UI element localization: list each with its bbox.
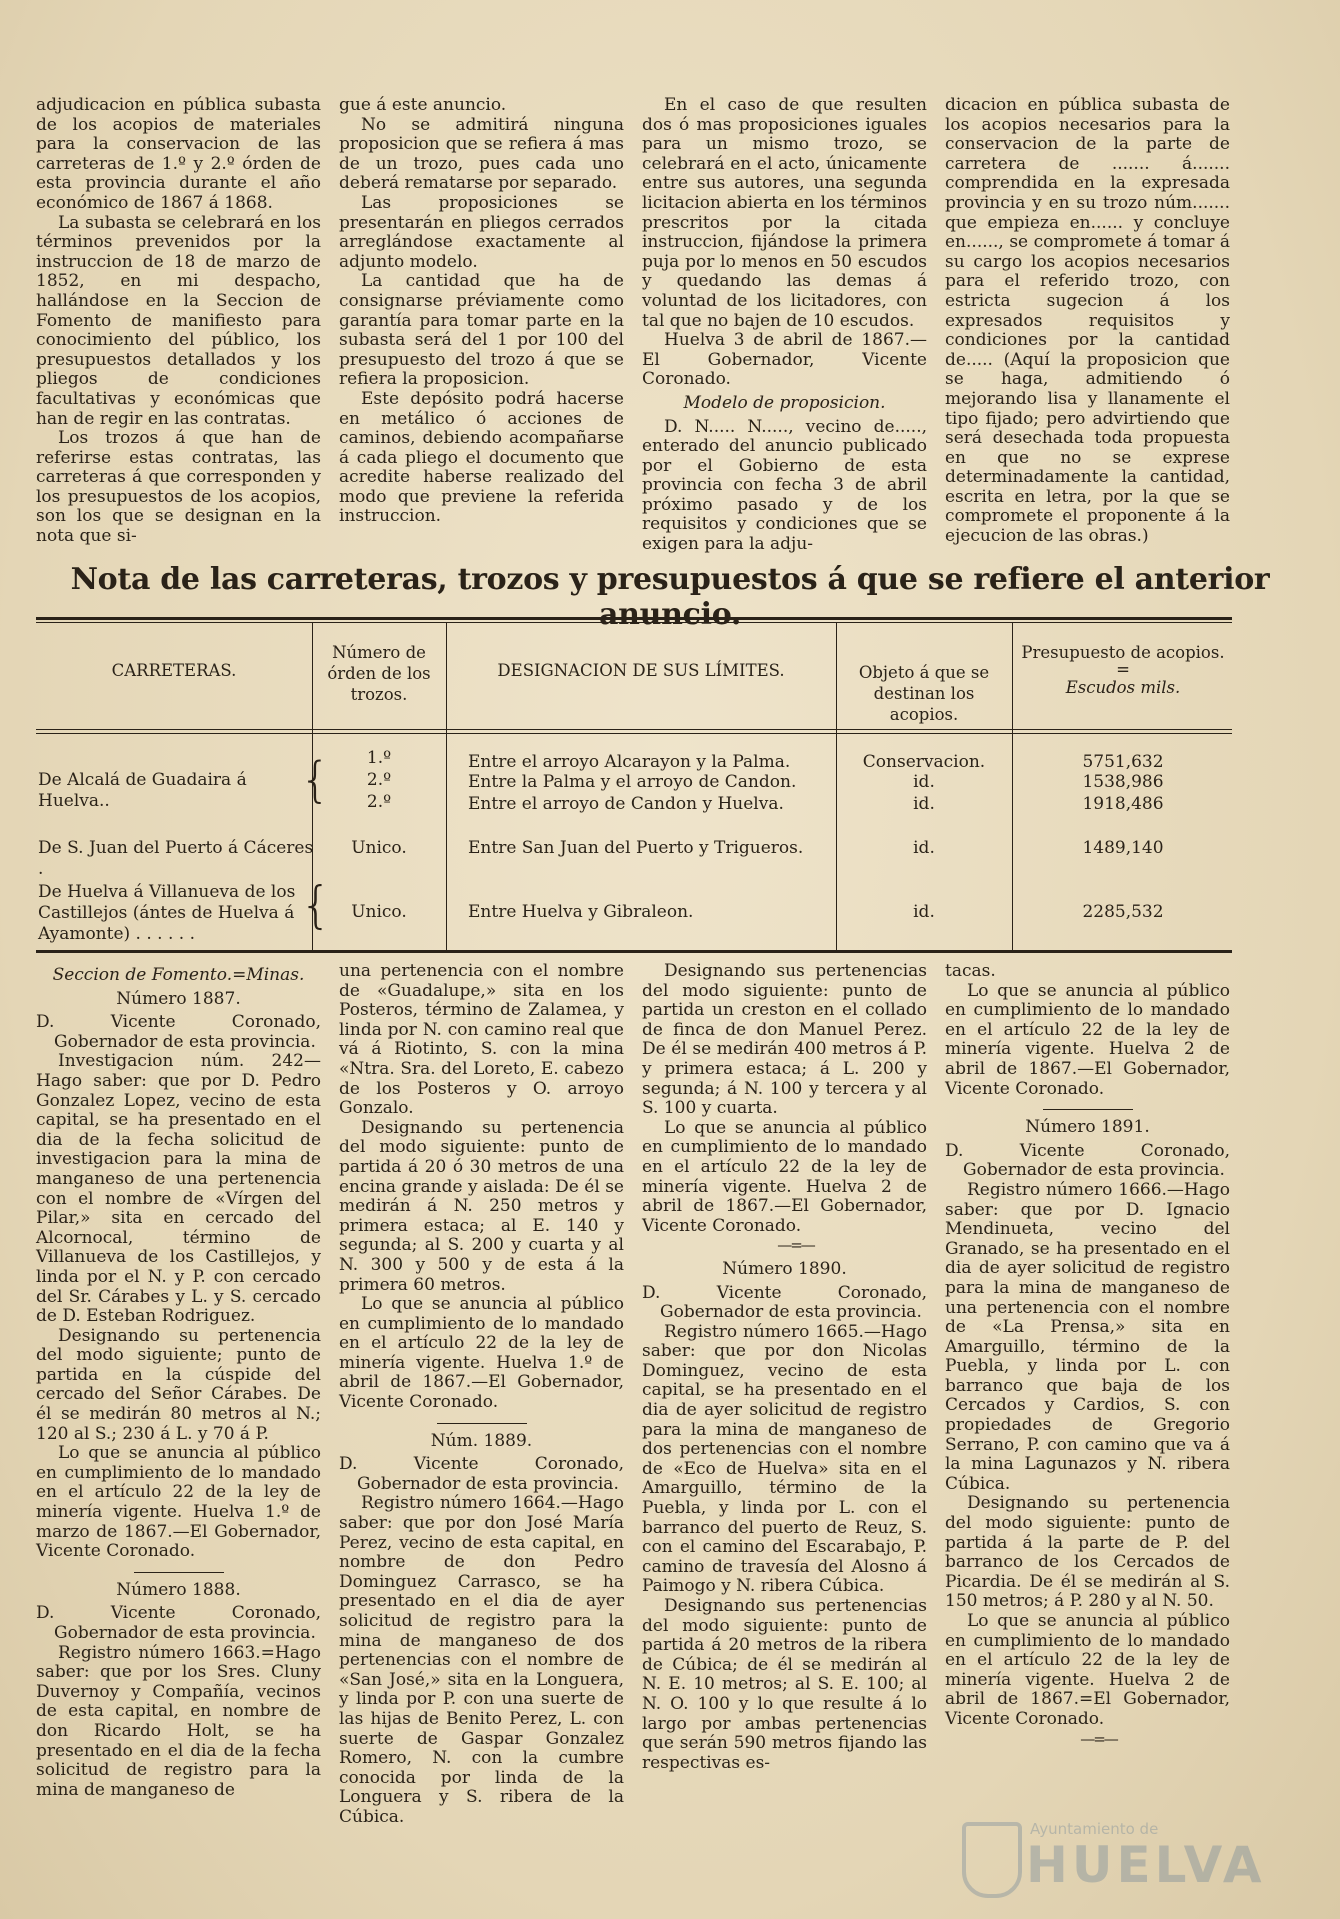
table-col-divider-2: [446, 622, 447, 952]
paragraph: Este depósito podrá hacerse en metálico ó acciones de caminos, debiendo acompañarse á cada pliego el documento que acredite haberse realizado del modo que previene la referida instruccion.: [339, 388, 624, 527]
importe-1-3: 1918,486: [1082, 794, 1164, 814]
paragraph: La subasta se celebrará en los términos prevenidos por la instruccion de 18 de marzo de 1852, en mi despacho, hallándose en la Seccion de Fomento de manifiesto para conocimiento del público, los presupuestos detallados y los pliegos de condiciones facultativas y económicas que han de regir en las contratas.: [36, 212, 321, 429]
paragraph: Designando su pertenencia del modo siguiente: punto de partida á la parte de P. del barranco de los Cercados de Picardia. De él se medirán al S. 150 metros; á P. 280 y al N. 50.: [945, 1493, 1230, 1612]
bottom-text-columns: [36, 962, 1230, 1892]
brace-1: {: [300, 752, 331, 808]
paragraph: Designando su pertenencia del modo siguiente; punto de partida en la cúspide del cercado del Señor Cárabes. De él se medirán 80 metros al N.; 120 al S.; 230 á L. y 70 á P.: [36, 1325, 321, 1444]
paragraph: adjudicacion en pública subasta de los acopios de materiales para la conservacion de las carreteras de 1.º y 2.º órden de esta provincia durante el año económico de 1867 á 1868.: [36, 95, 321, 213]
paragraph: Lo que se anuncia al público en cumplimiento de lo mandado en el artículo 22 de la ley de minería vigente. Huelva 2 de abril de 1867.—El Gobernador, Vicente Coronado.: [945, 980, 1230, 1099]
trozo-3-1: Unico.: [351, 902, 407, 922]
carretera-3: De Huelva á Villanueva de los Castillejos (ántes de Huelva á Ayamonte) . . . . . .: [38, 882, 296, 944]
objeto-1-2: id.: [913, 772, 935, 792]
header-numero: Número de órden de los trozos.: [327, 643, 431, 704]
top-column-4: [945, 96, 1230, 556]
header-presupuesto-unit: Escudos mils.: [1065, 678, 1181, 697]
paragraph: D. Vicente Coronado, Gobernador de esta provincia.: [945, 1140, 1230, 1181]
paragraph: D. N..... N....., vecino de....., enterado del anuncio publicado por el Gobierno de esta provincia con fecha 3 de abril próximo pasado y de los requisitos y condiciones que se exigen para la adju-: [642, 416, 927, 555]
paragraph: Modelo de proposicion.: [683, 392, 886, 413]
paragraph: D. Vicente Coronado, Gobernador de esta provincia.: [36, 1603, 321, 1643]
paragraph: La cantidad que ha de consignarse préviamente como garantía para tomar parte en la subasta será del 1 por 100 del presupuesto del trozo á que se refiera la proposicion.: [339, 271, 624, 390]
header-designacion: DESIGNACION DE SUS LÍMITES.: [497, 661, 785, 680]
paragraph: Designando su pertenencia del modo siguiente: punto de partida á 20 ó 30 metros de una encina grande y aislada: De él se medirán á N. 250 metros y primera estaca; al E. 140 y segunda; al S. 200 y cuarta y al N. 300 y 500 y de esta á la primera 60 metros.: [339, 1117, 624, 1295]
nota-title: Nota de las carreteras, trozos y presupuestos á que se refiere el anterior anuncio.: [70, 562, 1270, 632]
paragraph: Registro número 1663.=Hago saber: que por los Sres. Cluny Duvernoy y Compañía, vecinos de esta capital, en nombre de don Ricardo Holt, se ha presentado en el dia de la fecha solicitud de registro para la mina de manganeso de: [36, 1642, 321, 1800]
paragraph: Registro número 1664.—Hago saber: que por don José María Perez, vecino de esta capital, en nombre de don Pedro Dominguez Carrasco, se ha presentado en el dia de ayer solicitud de registro para la mina de manganeso de dos pertenencias con el nombre de «San José,» sita en la Longuera, y linda por P. con una suerte de las hijas de Benito Perez, L. con suerte de Gaspar Gonzalez Romero, N. con la cumbre conocida por linda de la Longuera y S. ribera de la Cúbica.: [339, 1493, 624, 1827]
trozo-1-1: 1.º: [366, 748, 392, 768]
table-col-divider-4: [1012, 622, 1013, 952]
paragraph: Designando sus pertenencias del modo siguiente: punto de partida un creston en el collado de finca de don Manuel Perez. De él se medirán 400 metros á P. y primera estaca; á L. 200 y segunda; á N. 100 y tercera y al S. 100 y cuarta.: [642, 961, 927, 1119]
bottom-column-2: [339, 962, 624, 1892]
watermark-line1: Ayuntamiento de: [1030, 1820, 1159, 1838]
top-column-3: [642, 96, 927, 556]
separator-rule: [134, 1572, 224, 1573]
brace-3: {: [300, 876, 332, 934]
trozo-1-2: 2.º: [366, 770, 392, 790]
limites-1-3: Entre el arroyo de Candon y Huelva.: [468, 794, 784, 814]
separator-rule: [437, 1423, 527, 1424]
table-col-divider-3: [836, 622, 837, 952]
paragraph: tacas.: [945, 961, 996, 981]
carretera-2: De S. Juan del Puerto á Cáceres .: [38, 838, 314, 879]
limites-1-2: Entre la Palma y el arroyo de Candon.: [468, 772, 797, 792]
bottom-column-3: [642, 962, 927, 1892]
header-carreteras: CARRETERAS.: [111, 661, 237, 680]
bottom-column-4: [945, 962, 1230, 1892]
paragraph: gue á este anuncio.: [339, 95, 507, 115]
limites-3-1: Entre Huelva y Gibraleon.: [468, 902, 694, 922]
importe-2-1: 1489,140: [1082, 838, 1164, 858]
objeto-3-1: id.: [913, 902, 935, 922]
limites-2-1: Entre San Juan del Puerto y Trigueros.: [468, 838, 804, 858]
paragraph: Lo que se anuncia al público en cumplimiento de lo mandado en el artículo 22 de la ley de minería vigente. Huelva 1.º de abril de 1867.—El Gobernador, Vicente Coronado.: [339, 1294, 624, 1413]
paragraph: Lo que se anuncia al público en cumplimiento de lo mandado en el artículo 22 de la ley de minería vigente. Huelva 2 de abril de 1867.=El Gobernador, Vicente Coronado.: [945, 1611, 1230, 1729]
table-header-rule: [36, 729, 1232, 730]
paragraph: una pertenencia con el nombre de «Guadalupe,» sita en los Posteros, término de Zalamea, y linda por N. con camino real que vá á Riotinto, S. con la mina «Ntra. Sra. del Loreto, E. cabezo de los Posteros y O. arroyo Gonzalo.: [339, 961, 624, 1119]
paragraph: D. Vicente Coronado, Gobernador de esta provincia.: [36, 1012, 321, 1052]
header-objeto: Objeto á que se destinan los acopios.: [858, 663, 990, 724]
paragraph: Los trozos á que han de referirse estas contratas, las carreteras á que corresponden y los presupuestos de los acopios, son los que se designan en la nota que si-: [36, 428, 321, 547]
table-top-rule-thin: [36, 622, 1232, 623]
table-header-rule-2: [36, 733, 1232, 734]
paragraph: D. Vicente Coronado, Gobernador de esta provincia.: [642, 1282, 927, 1323]
paragraph: —=—: [1080, 1729, 1117, 1748]
header-presupuesto-label: Presupuesto de acopios.: [1021, 643, 1225, 662]
paragraph: Número 1887.: [116, 988, 241, 1009]
paragraph: Designando sus pertenencias del modo siguiente: punto de partida á 20 metros de la ribera de Cúbica; de él se medirán al N. E. 10 metros; al S. E. 100; al N. O. 100 y lo que resulte á lo largo por ambas pertenencias que serán 590 metros fijando las respectivas es-: [642, 1596, 927, 1773]
carretera-1: De Alcalá de Guadaira á Huelva..: [38, 770, 247, 811]
table-top-rule: [36, 617, 1232, 620]
paragraph: —=—: [777, 1236, 814, 1255]
paragraph: No se admitirá ninguna proposicion que se refiera á mas de un trozo, pues cada uno deberá rematarse por separado.: [339, 114, 624, 194]
separator-rule: [1043, 1109, 1133, 1110]
paragraph: Registro número 1665.—Hago saber: que por don Nicolas Dominguez, vecino de esta capital, se ha presentado en el dia de ayer solicitud de registro para la mina de manganeso de dos pertenencias con el nombre de «Eco de Huelva» sita en el Amarguillo, término de la Puebla, y linda por L. con el barranco del puerto de Reuz, S. con el camino del Escarabajo, P. camino de travesía del Alosno á Paimogo y N. ribera Cúbica.: [642, 1321, 927, 1597]
paragraph: Investigacion núm. 242—Hago saber: que por D. Pedro Gonzalez Lopez, vecino de esta capital, se ha presentado en el dia de la fecha solicitud de investigacion para la mina de manganeso de una pertenencia con el nombre de «Vírgen del Pilar,» sita en cercado del Alcornocal, término de Villanueva de los Castillejos, y linda por el N. y P. con cercado del Sr. Cárabes y L. y S. cercado de D. Esteban Rodriguez.: [36, 1051, 321, 1327]
top-text-columns: [36, 96, 1230, 556]
paragraph: Lo que se anuncia al público en cumplimiento de lo mandado en el artículo 22 de la ley de minería vigente. Huelva 2 de abril de 1867.—El Gobernador, Vicente Coronado.: [642, 1117, 927, 1236]
objeto-1-1: Conservacion.: [862, 752, 986, 772]
paragraph: Número 1891.: [1025, 1117, 1150, 1138]
header-presupuesto: [1016, 642, 1230, 698]
importe-1-2: 1538,986: [1082, 772, 1164, 792]
paragraph: Registro número 1666.—Hago saber: que por D. Ignacio Mendinueta, vecino del Granado, se ha presentado en el dia de ayer solicitud de registro para la mina de manganeso de una pertenencia con el nombre de «La Prensa,» sita en Amarguillo, término de la Puebla, y linda por L. con barranco que baja de los Cercados y Cardios, S. con propiedades de Gregorio Serrano, P. con camino que va á la mina Lagunazos y N. ribera Cúbica.: [945, 1179, 1230, 1494]
paragraph: Las proposiciones se presentarán en pliegos cerrados arreglándose exactamente al adjunto modelo.: [339, 192, 624, 272]
objeto-1-3: id.: [913, 794, 935, 814]
trozo-1-3: 2.º: [366, 792, 392, 812]
bottom-column-1: [36, 962, 321, 1892]
paragraph: Seccion de Fomento.=Minas.: [52, 965, 305, 985]
table-bottom-rule: [36, 950, 1232, 953]
header-presupuesto-eq: =: [1116, 660, 1130, 679]
watermark-line2: HUELVA: [1026, 1836, 1266, 1894]
paragraph: Número 1888.: [116, 1579, 241, 1600]
paragraph: Núm. 1889.: [430, 1430, 533, 1451]
importe-3-1: 2285,532: [1082, 902, 1164, 922]
paragraph: dicacion en pública subasta de los acopios necesarios para la conservacion de la parte de carretera de ....... á....... comprendida en la expresada provincia y en su trozo núm....... que empieza en...... y concluye en......, se compromete á tomar á su cargo los acopios necesarios para el referido trozo, con estricta sugecion á los expresados requisitos y condiciones por la cantidad de..... (Aquí la proposicion que se haga, admitiendo ó mejorando lisa y llanamente el tipo fijado; pero advirtiendo que será desechada toda propuesta en que no se exprese determinadamente la cantidad, escrita en letra, por la que se compromete el proponente á la ejecucion de las obras.): [945, 95, 1230, 547]
limites-1-1: Entre el arroyo Alcarayon y la Palma.: [468, 752, 791, 772]
objeto-2-1: id.: [913, 838, 935, 858]
paragraph: Número 1890.: [722, 1258, 847, 1279]
trozo-2-1: Unico.: [351, 838, 407, 858]
paragraph: Lo que se anuncia al público en cumplimiento de lo mandado en el artículo 22 de la ley de minería vigente. Huelva 1.º de marzo de 1867.—El Gobernador, Vicente Coronado.: [36, 1443, 321, 1562]
archive-watermark: [960, 1818, 1266, 1898]
top-column-1: [36, 96, 321, 556]
shield-icon: [962, 1822, 1022, 1898]
paragraph: D. Vicente Coronado, Gobernador de esta provincia.: [339, 1454, 624, 1494]
paragraph: En el caso de que resulten dos ó mas proposiciones iguales para un mismo trozo, se celebrará en el acto, únicamente entre sus autores, una segunda licitacion abierta en los términos prescritos por la citada instruccion, fijándose la primera puja por lo menos en 50 escudos y quedando las demas á voluntad de los licitadores, con tal que no bajen de 10 escudos.: [642, 95, 927, 331]
paragraph: Huelva 3 de abril de 1867.— El Gobernador, Vicente Coronado.: [642, 330, 927, 390]
top-column-2: [339, 96, 624, 556]
importe-1-1: 5751,632: [1082, 752, 1164, 772]
